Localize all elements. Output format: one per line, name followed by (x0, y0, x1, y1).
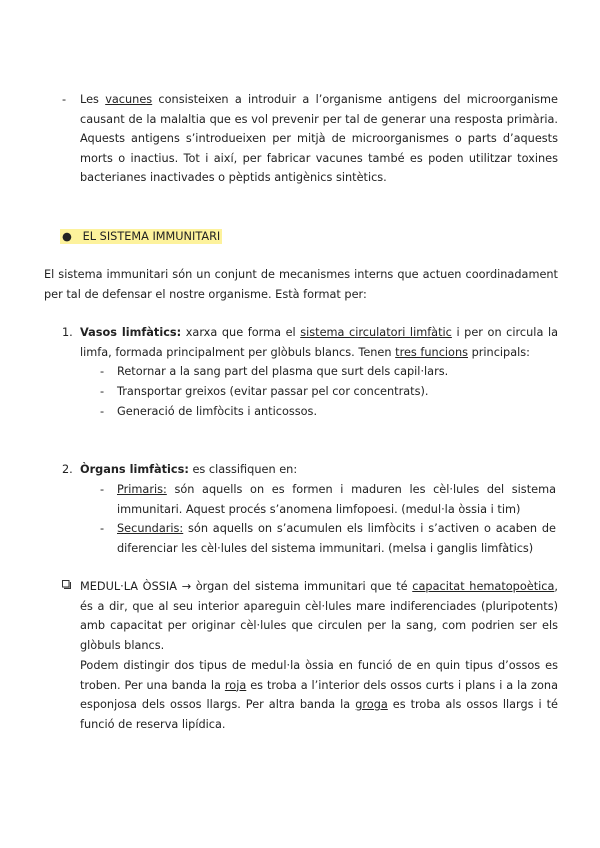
item2-text: es classifiquen en: (188, 463, 298, 476)
item2-paragraph (80, 460, 558, 480)
marrow-underlined-term: capacitat hematopoètica (412, 580, 555, 593)
item1-number: 1. (62, 326, 73, 339)
item1-text-b: i per on circula la limfa, formada principalment per glòbuls blancs. Tenen (80, 326, 559, 359)
section-title: EL SISTEMA IMMUNITARI (82, 230, 221, 243)
vaccines-text-rest: consisteixen a introduir a l’organisme antigens del microorganisme causant de la malaltia que es vol prevenir per tal de generar una resposta primària. Aquests antigens s’introdueixen per mitjà de microorganismes o parts d’aquests morts o inactius. Tot i així, per fabricar vacunes també es poden utilitzar toxines bacterianes inactivades o pèptids antigènics sintètics. (80, 93, 558, 184)
vaccines-paragraph (80, 90, 558, 188)
item1-underlined-term-2: tres funcions (395, 345, 468, 359)
sub-list-item-secundaris (117, 519, 556, 558)
sub-list-item: Transportar greixos (evitar passar pel cor concentrats). (117, 385, 429, 398)
groga-term: groga (355, 698, 388, 711)
roja-term: roja (224, 678, 247, 692)
item2-title: Òrgans limfàtics: (80, 463, 189, 476)
vaccines-underlined-term: vacunes (105, 93, 153, 106)
sub-list-item: Generació de limfòcits i anticossos. (117, 405, 318, 418)
item1-underlined-term-1: sistema circulatori limfàtic (300, 326, 452, 339)
marrow-types-paragraph (80, 656, 558, 734)
list-dash: - (100, 385, 105, 398)
sub-list-item: Retornar a la sang part del plasma que surt dels capil·lars. (117, 365, 449, 378)
checkbox-bullet-icon (62, 580, 71, 589)
list-dash: - (100, 405, 105, 418)
marrow-paragraph (80, 577, 558, 655)
item1-text-c: principals: (468, 345, 530, 359)
list-dash: - (100, 483, 105, 496)
section-heading (60, 227, 222, 247)
marrow-types-text-c: es troba als ossos llargs i té funció de reserva lipídica. (80, 698, 559, 731)
vaccines-text-start: Les (80, 93, 106, 106)
primaris-text: són aquells on es formen i maduren les cèl·lules del sistema immunitari. Aquest procés s’anomena limfopoesi. (medul·la òssia i tim) (117, 483, 556, 516)
secundaris-label: Secundaris: (117, 522, 184, 535)
intro-paragraph: El sistema immunitari són un conjunt de mecanismes interns que actuen coordinadament per tal de defensar el nostre organisme. Està format per: (44, 268, 558, 301)
list-dash: - (100, 522, 105, 535)
marrow-types-text-b: es troba a l’interior dels ossos curts i plans i a la zona esponjosa dels ossos llargs. Per altra banda la (80, 678, 559, 711)
secundaris-text: són aquells on s’acumulen els limfòcits i s’activen o acaben de diferenciar les cèl·lules del sistema immunitari. (melsa i ganglis limfàtics) (117, 522, 556, 555)
marrow-text: , és a dir, que al seu interior apareguin cèl·lules mare indiferenciades (pluripotents) amb capacitat per originar cèl·lules que circulen per la sang, com podrien ser els glòbuls blancs. (80, 580, 558, 652)
marrow-heading: MEDUL·LA ÒSSIA → òrgan del sistema immunitari que té (80, 580, 413, 593)
list-dash: - (62, 93, 67, 106)
bullet-icon: ● (62, 230, 72, 243)
marrow-types-text-a: Podem distingir dos tipus de medul·la òssia en funció de en quin tipus d’ossos es troben. Per una banda la (80, 659, 558, 692)
sub-list-item-primaris (117, 480, 556, 519)
item1-text-a: xarxa que forma el (181, 326, 301, 339)
item2-number: 2. (62, 463, 73, 476)
list-dash: - (100, 365, 105, 378)
item1-paragraph (80, 323, 558, 362)
item1-title: Vasos limfàtics: (80, 326, 182, 339)
primaris-label: Primaris: (117, 483, 167, 496)
